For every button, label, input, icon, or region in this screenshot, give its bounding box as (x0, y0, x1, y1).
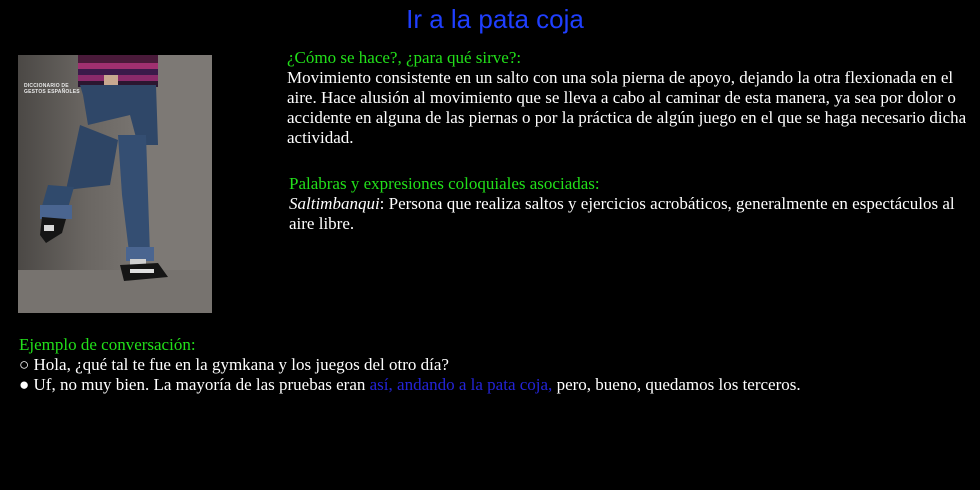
logo-line-1: DICCIONARIO DE (24, 83, 69, 89)
dialogue-line-1 (19, 355, 974, 375)
dialogue-line-2-text-after: pero, bueno, quedamos los terceros. (552, 375, 801, 394)
gesture-photo (18, 55, 212, 313)
how-heading: ¿Cómo se hace?, ¿para qué sirve?: (287, 48, 522, 67)
example-heading: Ejemplo de conversación: (19, 335, 196, 354)
how-section (287, 48, 967, 148)
dialogue-line-1-text: Hola, ¿qué tal te fue en la gymkana y los juegos del otro día? (29, 355, 449, 374)
logo-line-2: GESTOS ESPAÑOLES (24, 89, 80, 95)
dialogue-line-2 (19, 375, 974, 395)
dialogue-highlight: así, andando a la pata coja, (369, 375, 553, 394)
phrase-definition: : Persona que realiza saltos y ejercicios acrobáticos, generalmente en espectáculos al aire libre. (289, 194, 955, 233)
dialogue-line-2-text-before: Uf, no muy bien. La mayoría de las pruebas eran (29, 375, 370, 394)
page-title: Ir a la pata coja (406, 4, 584, 34)
phrase-term: Saltimbanqui (289, 194, 380, 213)
example-section (19, 335, 974, 395)
how-text: Movimiento consistente en un salto con una sola pierna de apoyo, dejando la otra flexionada en el aire. Hace alusión al movimiento que se lleva a cabo al caminar de esta manera, ya sea por dolor o accidente en alguna de las piernas o por la práctica de algún juego en el que se haga necesario dicha actividad. (287, 68, 967, 147)
phrases-entry (289, 194, 969, 234)
phrases-heading: Palabras y expresiones coloquiales asociadas: (289, 174, 600, 193)
filled-circle-bullet-icon: ● (19, 375, 30, 394)
open-circle-bullet-icon: ○ (19, 355, 30, 374)
logo-watermark (24, 83, 80, 95)
phrases-section (289, 174, 969, 234)
